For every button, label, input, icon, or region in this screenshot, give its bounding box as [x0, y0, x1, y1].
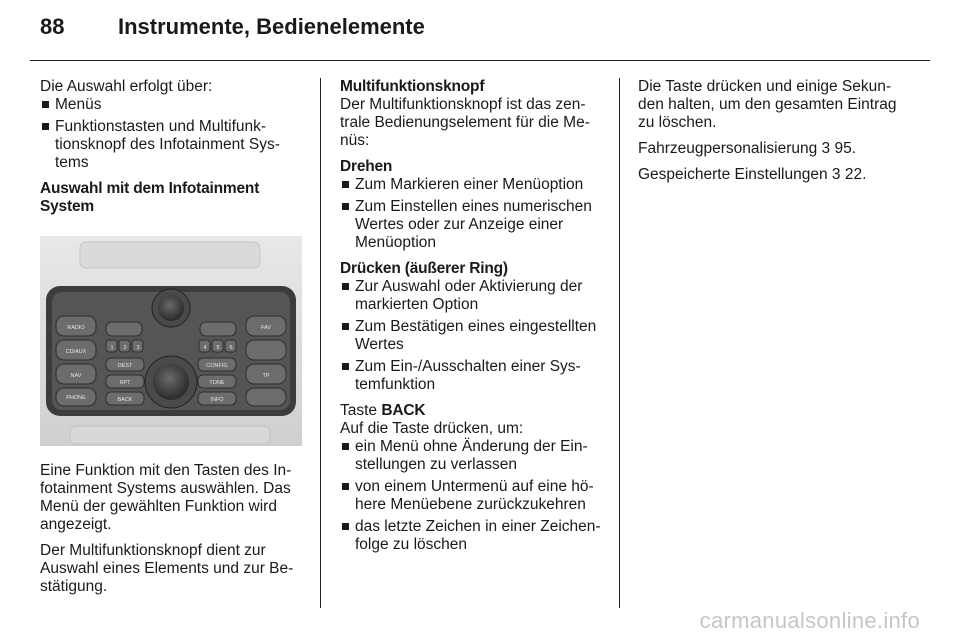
col2-sub-drehen: Drehen [340, 158, 393, 175]
list-item: Zum Ein-/Ausschalten einer Sys- temfunktion [340, 358, 605, 394]
column-3 [638, 78, 908, 192]
col2-sub-druecken: Drücken (äußerer Ring) [340, 260, 508, 277]
dest-label: DEST [117, 363, 133, 369]
col1-list [40, 96, 302, 172]
col2-intro: Der Multifunktionsknopf ist das zen- trale Bedienungselement für die Me- nüs: [340, 96, 590, 149]
list-item: Zum Bestätigen eines eingestellten Wertes [340, 318, 605, 354]
col2-list-3 [340, 438, 605, 554]
nav-label: NAV [70, 373, 82, 379]
list-item: Menüs [40, 96, 302, 114]
infotainment-panel-photo [40, 236, 302, 446]
list-item: Funktionstasten und Multifunk- tionsknopf des Infotainment Sys- tems [40, 118, 302, 172]
back-label: BACK [117, 397, 133, 403]
preset-5-label: 5 [216, 345, 220, 351]
column-1 [40, 78, 302, 224]
watermark: carmanualsonline.info [699, 608, 920, 633]
ref1-text: Fahrzeugpersonalisierung [638, 140, 818, 157]
list-item: das letzte Zeichen in einer Zeichen- folge zu löschen [340, 518, 605, 554]
col3-para1: Die Taste drücken und einige Sekun- den halten, um den gesamten Eintrag zu löschen. [638, 78, 897, 131]
column-2 [340, 78, 605, 562]
col1-intro: Die Auswahl erfolgt über: [40, 78, 213, 95]
list-item: Zum Einstellen eines numerischen Wertes oder zur Anzeige einer Menüoption [340, 198, 605, 252]
list-item: Zur Auswahl oder Aktivierung der markierten Option [340, 278, 605, 314]
tone-label: TONE [209, 380, 225, 386]
page-header [40, 14, 425, 40]
radio-label: RADIO [67, 325, 85, 331]
rpt-label: RPT [119, 380, 131, 386]
list-item: von einem Untermenü auf eine hö- here Menüebene zurückzukehren [340, 478, 605, 514]
config-label: CONFIG [206, 363, 228, 369]
col1-para1: Eine Funktion mit den Tasten des In- fotainment Systems auswählen. Das Menü der gewählten Funktion wird angezeigt. [40, 462, 292, 533]
col2-heading: Multifunktionsknopf [340, 78, 485, 95]
list-item: Zum Markieren einer Menüoption [340, 176, 605, 194]
taste-prefix: Taste [340, 402, 378, 419]
info-label: INFO [210, 397, 224, 403]
col2-intro2: Auf die Taste drücken, um: [340, 420, 524, 437]
taste-name: BACK [381, 402, 426, 419]
preset-2-label: 2 [123, 345, 127, 351]
cdaux-label: CD/AUX [65, 349, 87, 355]
col1-heading: Auswahl mit dem Infotainment System [40, 180, 260, 215]
col3-ref1 [638, 140, 908, 158]
ref2-text: Gespeicherte Einstellungen [638, 166, 828, 183]
column-divider [320, 78, 321, 608]
ref2-page[interactable]: 22. [844, 166, 867, 183]
ref1-page[interactable]: 95. [834, 140, 857, 157]
list-item: ein Menü ohne Änderung der Ein- stellungen zu verlassen [340, 438, 605, 474]
tp-label: TP [262, 373, 270, 379]
preset-3-label: 3 [136, 345, 140, 351]
col1-para2: Der Multifunktionsknopf dient zur Auswahl eines Elements und zur Be- stätigung. [40, 542, 294, 595]
col2-list-1 [340, 176, 605, 252]
phone-label: PHONE [66, 395, 86, 401]
column-1-lower [40, 462, 302, 604]
col2-taste-line [340, 402, 605, 420]
col2-list-2 [340, 278, 605, 394]
preset-6-label: 6 [229, 345, 233, 351]
col3-ref2 [638, 166, 908, 184]
ref-arrow-icon: 3 [821, 140, 831, 157]
page-number: 88 [40, 14, 65, 39]
column-divider [619, 78, 620, 608]
fav-label: FAV [261, 325, 271, 331]
preset-1-label: 1 [110, 345, 114, 351]
preset-4-label: 4 [203, 345, 207, 351]
page-title: Instrumente, Bedienelemente [118, 14, 425, 39]
ref-arrow-icon: 3 [831, 166, 841, 183]
header-rule [30, 60, 930, 61]
